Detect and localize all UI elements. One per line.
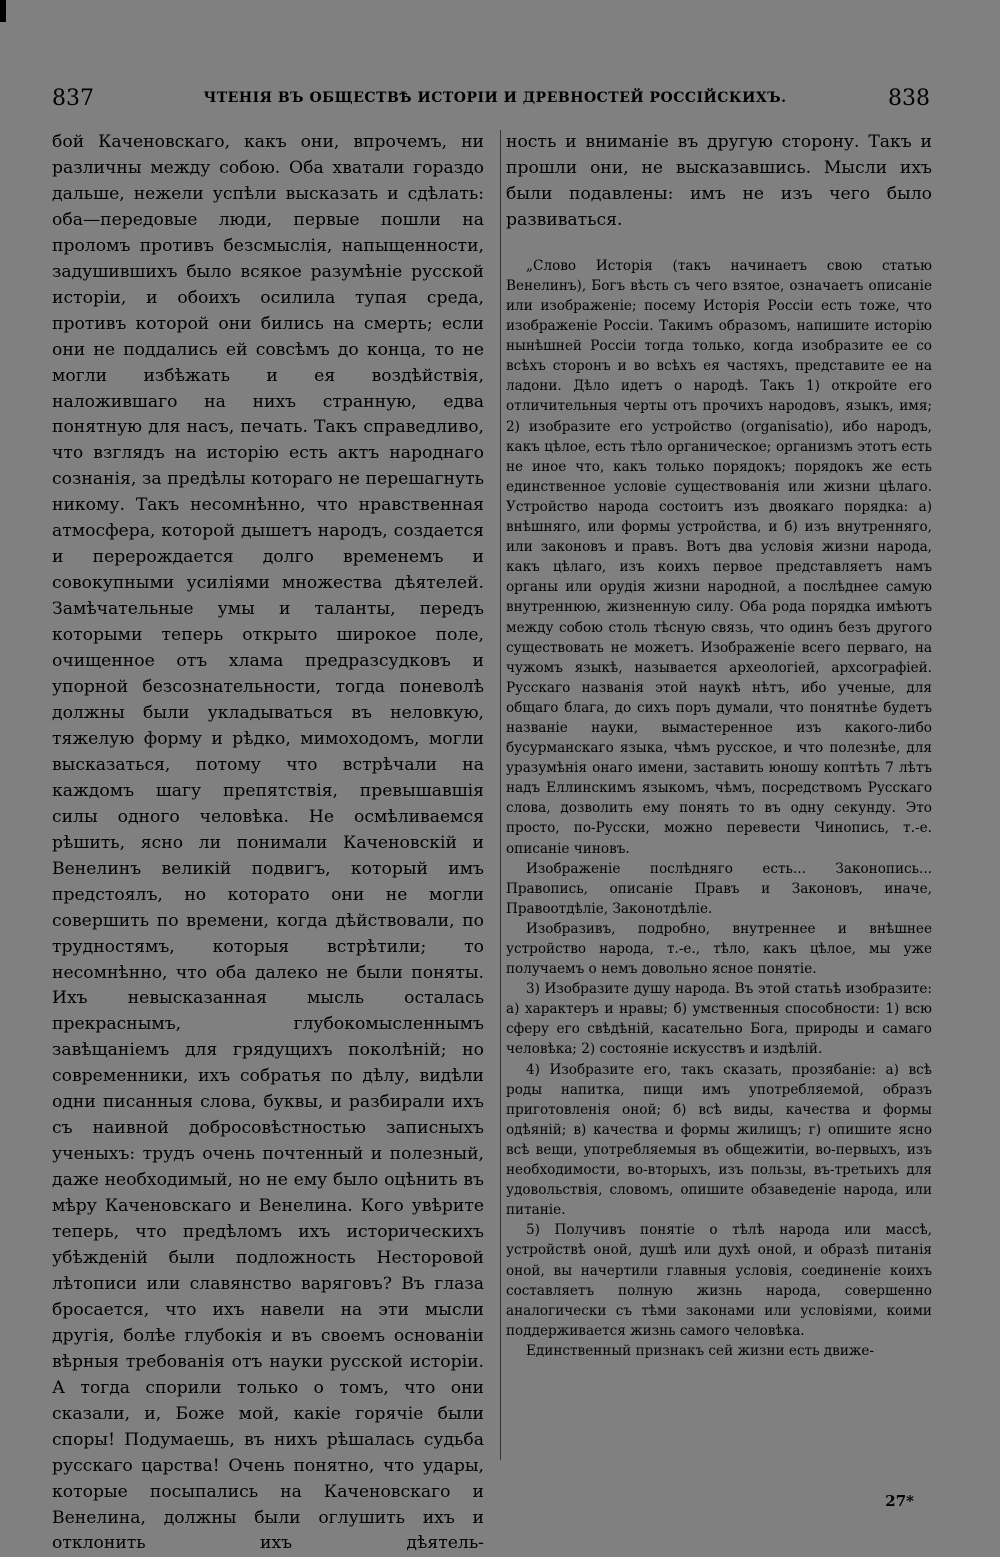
quote-paragraph: „Слово Исторія (такъ начинаетъ свою статью Венелинъ), Богъ вѣсть съ чего взятое, означаетъ описаніе или изображеніе; посему Исторія Россіи есть тоже, что изображеніе Россіи. Такимъ образомъ, напишите исторію нынѣшней Россіи тогда только, когда изобразите ее со всѣхъ сторонъ и во всѣхъ ея частяхъ, представите ее на ладони. Дѣло идетъ о народѣ. Такъ 1) откройте его отличительныя черты отъ прочихъ народовъ, языкъ, имя; 2) изобразите его устройство (organisatio), ибо народъ, какъ цѣлое, есть тѣло органическое; организмъ этотъ есть не иное что, какъ только порядокъ; порядокъ же есть единственное условіе существованія или жизни цѣлаго. Устройство народа состоитъ изъ двоякаго порядка: а) внѣшняго, или формы устройства, и б) изъ внутренняго, или законовъ и правъ. Вотъ два условія жизни народа, какъ цѣлаго, изъ коихъ первое представляетъ намъ органы или орудія жизни народной, а послѣднее самую внутреннюю, жизненную силу. Оба рода порядка имѣютъ между собою столь тѣсную связь, что одинъ безъ другого существовать не можетъ. Изображеніе всего перваго, на чужомъ языкѣ, называется археологіей, архсографіей. Русскаго названія этой наукѣ нѣтъ, ибо ученые, для общаго блага, до сихъ поръ думали, что понятнѣе будетъ названіе науки, вымастеренное изъ какого-либо бусурманскаго языка, чѣмъ русское, и что полезнѣе, для уразумѣнія онаго имени, заставить юношу коптѣть 7 лѣтъ надъ Еллинскимъ языкомъ, чѣмъ, посредствомъ Русскаго слова, дозволить ему понять то въ одну секунду. Это просто, по-Русски, можно перевести Чинопись, т.-е. описаніе чиновъ. (506, 257, 932, 857)
column-divider (500, 130, 501, 1460)
quote-paragraph: 4) Изобразите его, такъ сказать, прозябаніе: а) всѣ роды напитка, пищи имъ употребляемой, образъ приготовленія оной; б) всѣ виды, качества и формы одѣяній; в) качества и формы жилищъ; г) опишите ясно всѣ вещи, употребляемыя въ общежитіи, во-первыхъ, изъ необходимости, во-вторыхъ, изъ пользы, въ-третьихъ для удовольствія, словомъ, опишите обзаведеніе народа, или питаніе. (506, 1061, 932, 1219)
right-column (506, 130, 932, 1361)
page-header (0, 86, 1000, 116)
quote-paragraph: 5) Получивъ понятіе о тѣлѣ народа или массѣ, устройствѣ оной, душѣ или духѣ оной, и образѣ питанія оной, вы начертили главныя условія, соединеніе коихъ составляетъ полную жизнь народа, совершенно аналогически съ тѣми законами или условіями, коими поддерживается жизнь самого человѣка. (506, 1222, 932, 1339)
page-number-left: 837 (52, 86, 94, 111)
quote-paragraph: Единственный признакъ сей жизни есть движе- (526, 1342, 875, 1359)
scan-edge-mark (0, 0, 6, 22)
page-number-right: 838 (888, 86, 930, 111)
left-column-text: бой Каченовскаго, какъ они, впрочемъ, ни различны между собою. Оба хватали гораздо дальше, нежели успѣли высказать и сдѣлать: оба—передовые люди, первые пошли на проломъ противъ безсмыслія, напыщенности, задушившихъ было всякое разумѣніе русской исторіи, и обоихъ осилила тупая среда, противъ которой они бились на смерть; если они не поддались ей совсѣмъ до конца, то не могли избѣжать и ея воздѣйствія, наложившаго на нихъ странную, едва понятную для насъ, печать. Такъ справедливо, что взглядъ на исторію есть актъ народнаго сознанія, за предѣлы котораго не перешагнуть никому. Такъ несомнѣнно, что нравственная атмосфера, которой дышетъ народъ, создается и перерождается долго временемъ и совокупными усиліями множества дѣятелей. Замѣчательные умы и таланты, передъ которыми теперь открыто широкое поле, очищенное отъ хлама предразсудковъ и упорной безсознательности, тогда поневолѣ должны были укладываться въ неловкую, тяжелую форму и рѣдко, мимоходомъ, могли высказаться, потому что встрѣчали на каждомъ шагу препятствія, превышавшія силы одного человѣка. Не осмѣливаемся рѣшить, ясно ли понимали Каченовскій и Венелинъ великій подвигъ, который имъ предстоялъ, но которато они не могли совершить по времени, когда дѣйствовали, по трудностямъ, которыя встрѣтили; то несомнѣнно, что оба далеко не были поняты. Ихъ невысказанная мысль осталась прекраснымъ, глубокомысленнымъ завѣщаніемъ для грядущихъ поколѣній; но современники, ихъ собратья по дѣлу, видѣли одни писанныя слова, буквы, и разбирали ихъ съ наивной добросовѣстностью записныхъ ученыхъ: трудъ очень почтенный и полезный, даже необходимый, но не ему было оцѣнить въ мѣру Каченовскаго и Венелина. Кого увѣрите теперь, что предѣломъ ихъ историческихъ убѣжденій были подложность Несторовой лѣтописи или славянство варяговъ? Въ глаза бросается, что ихъ навели на эти мысли другія, болѣе глубокія и въ своемъ основаніи вѣрныя требованія отъ науки русской исторіи. А тогда спорили только о томъ, что они сказали, и, Боже мой, какіе горячіе были споры! Подумаешь, въ нихъ рѣшалась судьба русскаго царства! Очень понятно, что удары, которые посыпались на Каченовскаго и Венелина, должны были оглушить ихъ и отклонить ихъ дѣятель- (52, 132, 484, 1554)
quote-paragraph: 3) Изобразите душу народа. Въ этой статьѣ изобразите: а) характеръ и нравы; б) умственныя способности: 1) всю сферу его свѣдѣній, касательно Бога, природы и самаго человѣка; 2) состояніе искусствъ и издѣлій. (506, 981, 932, 1058)
running-title: ЧТЕНІЯ ВЪ ОБЩЕСТВѢ ИСТОРІИ И ДРЕВНОСТЕЙ РОССІЙСКИХЪ. (203, 90, 787, 106)
quote-paragraph: Изображеніе послѣдняго есть... Законопись... Правопись, описаніе Правъ и Законовъ, иначе, Правоотдѣліе, Законотдѣліе. (506, 860, 932, 917)
right-column-intro: ность и вниманіе въ другую сторону. Такъ и прошли они, не высказавшись. Мысли ихъ были подавлены: имъ не изъ чего было развиваться. (506, 132, 932, 230)
signature-mark: 27* (885, 1492, 914, 1510)
quote-paragraph: Изобразивъ, подробно, внутреннее и внѣшнее устройство народа, т.-е., тѣло, какъ цѣлое, мы уже получаемъ о немъ довольно ясное понятіе. (506, 920, 932, 978)
left-column (52, 130, 484, 1557)
